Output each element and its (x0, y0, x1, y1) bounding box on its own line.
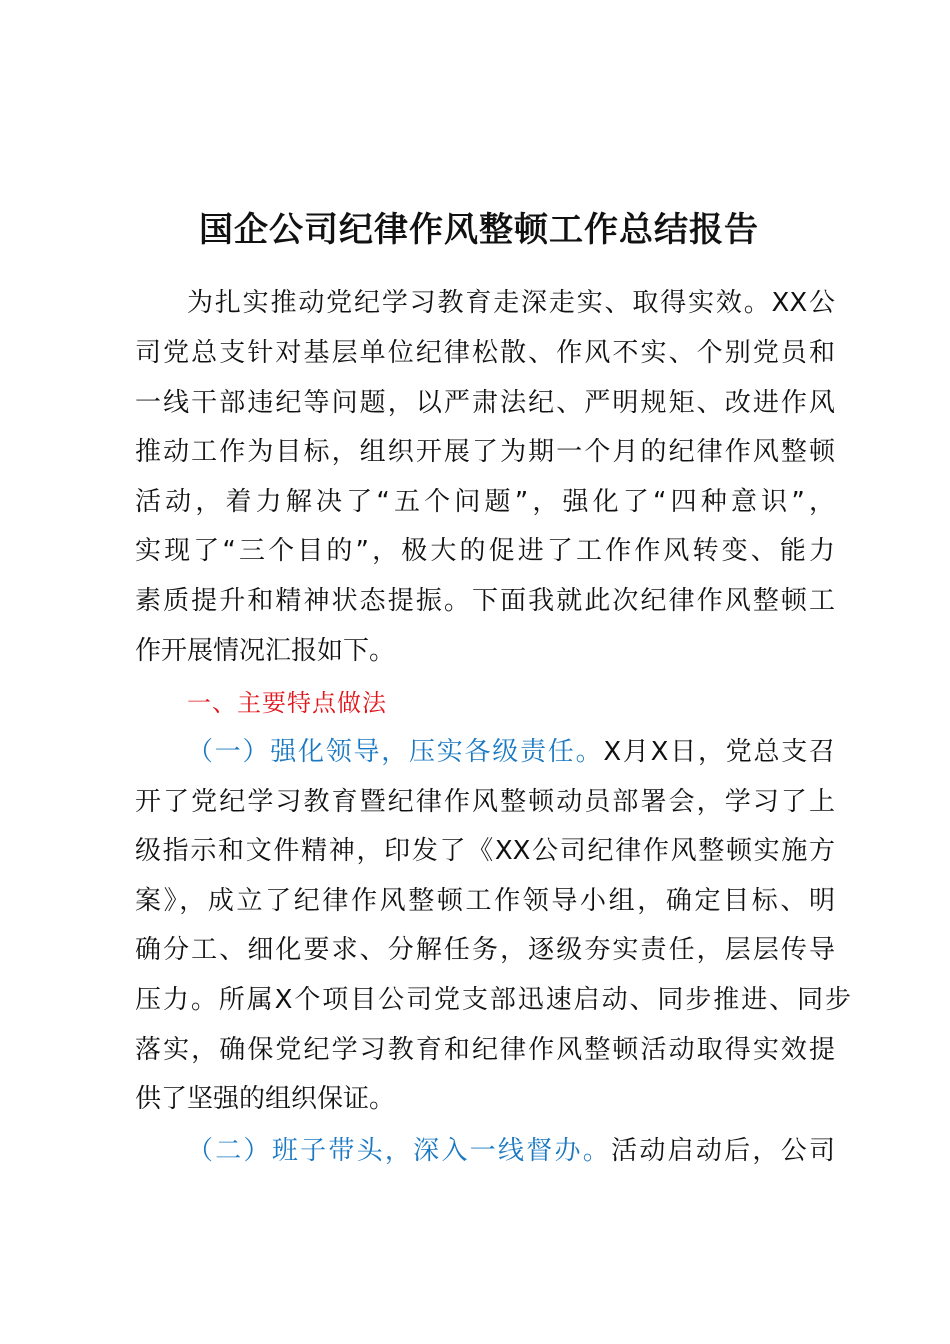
intro-line: 素质提升和精神状态提振。下面我就此次纪律作风整顿工 (135, 586, 835, 616)
intro-line: 一线干部违纪等问题，以严肃法纪、严明规矩、改进作风 (135, 388, 835, 418)
subsection-2-first-line-text: 活动启动后，公司 (611, 1136, 835, 1166)
subsection-1-first-line-text: X月X日，党总支召 (603, 737, 835, 767)
intro-line: 推动工作为目标，组织开展了为期一个月的纪律作风整顿 (135, 437, 835, 467)
subsection-1-first-line (187, 732, 835, 772)
intro-line: 活动，着力解决了“五个问题”，强化了“四种意识”， (135, 487, 835, 517)
subsection-1-heading: （一）强化领导，压实各级责任。 (187, 737, 604, 767)
subsection-1-line: 压力。所属X个项目公司党支部迅速启动、同步推进、同步 (135, 985, 851, 1015)
intro-line: 司党总支针对基层单位纪律松散、作风不实、个别党员和 (135, 338, 835, 368)
subsection-1-line: 开了党纪学习教育暨纪律作风整顿动员部署会，学习了上 (135, 787, 835, 817)
subsection-1-line: 级指示和文件精神，印发了《XX公司纪律作风整顿实施方 (135, 836, 835, 866)
subsection-2-first-line (187, 1131, 835, 1171)
subsection-2-heading: （二）班子带头，深入一线督办。 (187, 1136, 612, 1166)
intro-line: 实现了“三个目的”，极大的促进了工作作风转变、能力 (135, 536, 835, 566)
intro-line: 作开展情况汇报如下。 (135, 636, 396, 666)
intro-line: 为扎实推动党纪学习教育走深走实、取得实效。XX公 (187, 288, 835, 318)
subsection-1-line: 落实，确保党纪学习教育和纪律作风整顿活动取得实效提 (135, 1035, 835, 1065)
subsection-1-line: 供了坚强的组织保证。 (135, 1084, 396, 1114)
document-title: 国企公司纪律作风整顿工作总结报告 (199, 210, 759, 250)
section-heading: 一、主要特点做法 (187, 689, 387, 717)
subsection-1-line: 案》，成立了纪律作风整顿工作领导小组，确定目标、明 (135, 886, 835, 916)
subsection-1-line: 确分工、细化要求、分解任务，逐级夯实责任，层层传导 (135, 935, 835, 965)
